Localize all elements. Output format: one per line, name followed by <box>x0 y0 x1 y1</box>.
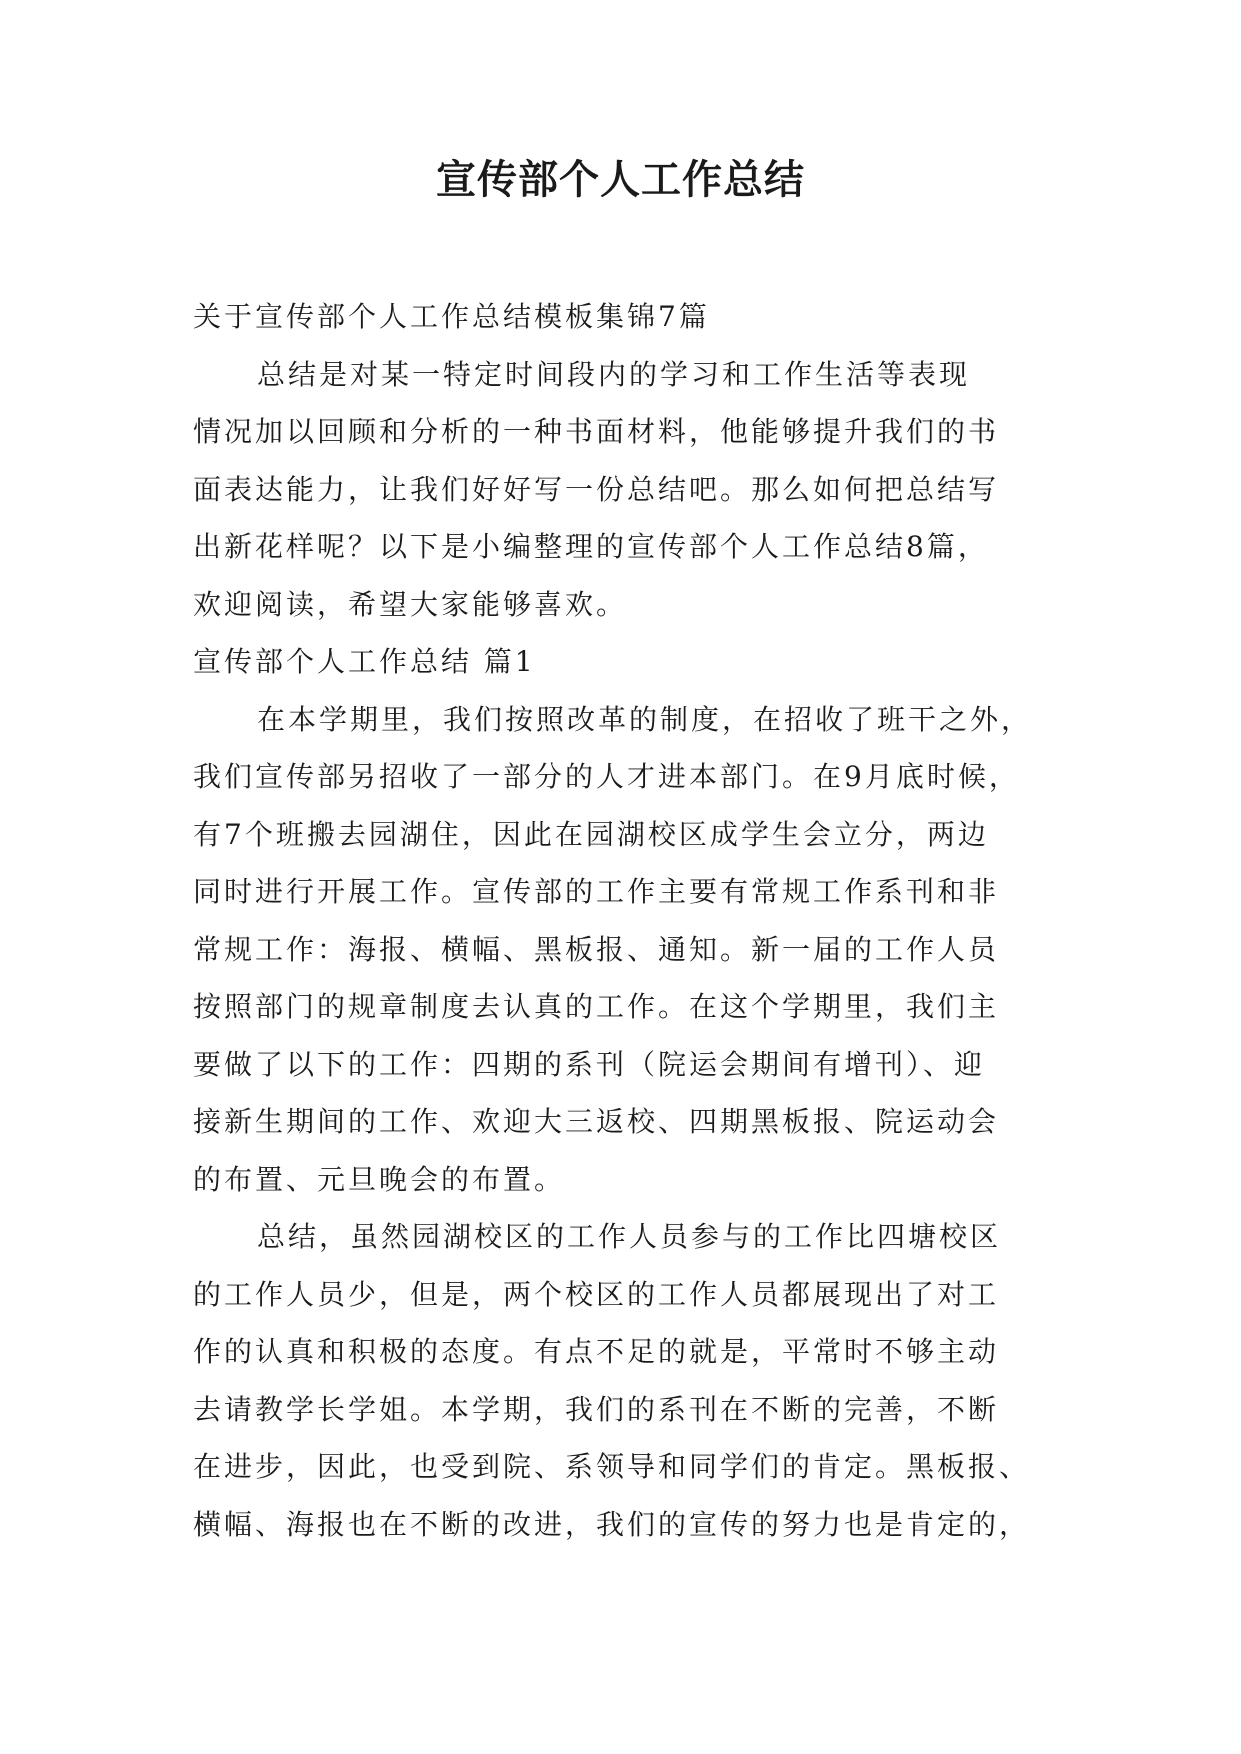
paragraph-line: 在进步，因此，也受到院、系领导和同学们的肯定。黑板报、 <box>193 1450 1031 1483</box>
paragraph-line: 横幅、海报也在不断的改进，我们的宣传的努力也是肯定的， <box>193 1507 1031 1541</box>
intro-paragraph-line: 总结是对某一特定时间段内的学习和工作生活等表现 <box>257 357 971 391</box>
paragraph-line: 作的认真和积极的态度。有点不足的就是，平常时不够主动 <box>193 1335 1000 1368</box>
paragraph-line: 常规工作：海报、横幅、黑板报、通知。新一届的工作人员 <box>193 932 1000 966</box>
paragraph-line: 同时进行开展工作。宣传部的工作主要有常规工作系刊和非 <box>193 875 1000 908</box>
document-body <box>193 288 1053 1553</box>
paragraph-line: 总结，虽然园湖校区的工作人员参与的工作比四塘校区 <box>257 1220 1002 1253</box>
intro-paragraph-line: 欢迎阅读，希望大家能够喜欢。 <box>193 587 628 621</box>
paragraph-line: 去请教学长学姐。本学期，我们的系刊在不断的完善，不断 <box>193 1392 1000 1426</box>
paragraph-line: 的布置、元旦晚会的布置。 <box>193 1162 566 1196</box>
intro-paragraph-line: 出新花样呢？以下是小编整理的宣传部个人工作总结8篇， <box>193 530 989 563</box>
paragraph-line: 按照部门的规章制度去认真的工作。在这个学期里，我们主 <box>193 990 1000 1023</box>
paragraph-line: 在本学期里，我们按照改革的制度，在招收了班干之外， <box>257 702 1033 736</box>
intro-paragraph-line: 面表达能力，让我们好好写一份总结吧。那么如何把总结写 <box>193 472 1000 506</box>
paragraph-line: 接新生期间的工作、欢迎大三返校、四期黑板报、院运动会 <box>193 1105 1000 1138</box>
section-heading: 宣传部个人工作总结 篇1 <box>193 645 536 678</box>
intro-paragraph-line: 情况加以回顾和分析的一种书面材料，他能够提升我们的书 <box>193 415 1000 448</box>
subtitle-line: 关于宣传部个人工作总结模板集锦7篇 <box>193 300 710 333</box>
paragraph-line: 要做了以下的工作：四期的系刊（院运会期间有增刊）、迎 <box>193 1047 986 1081</box>
paragraph-line: 的工作人员少，但是，两个校区的工作人员都展现出了对工 <box>193 1277 1000 1311</box>
document-title: 宣传部个人工作总结 <box>436 156 805 203</box>
paragraph-line: 我们宣传部另招收了一部分的人才进本部门。在9月底时候， <box>193 760 1020 793</box>
paragraph-line: 有7个班搬去园湖住，因此在园湖校区成学生会立分，两边 <box>193 817 989 851</box>
